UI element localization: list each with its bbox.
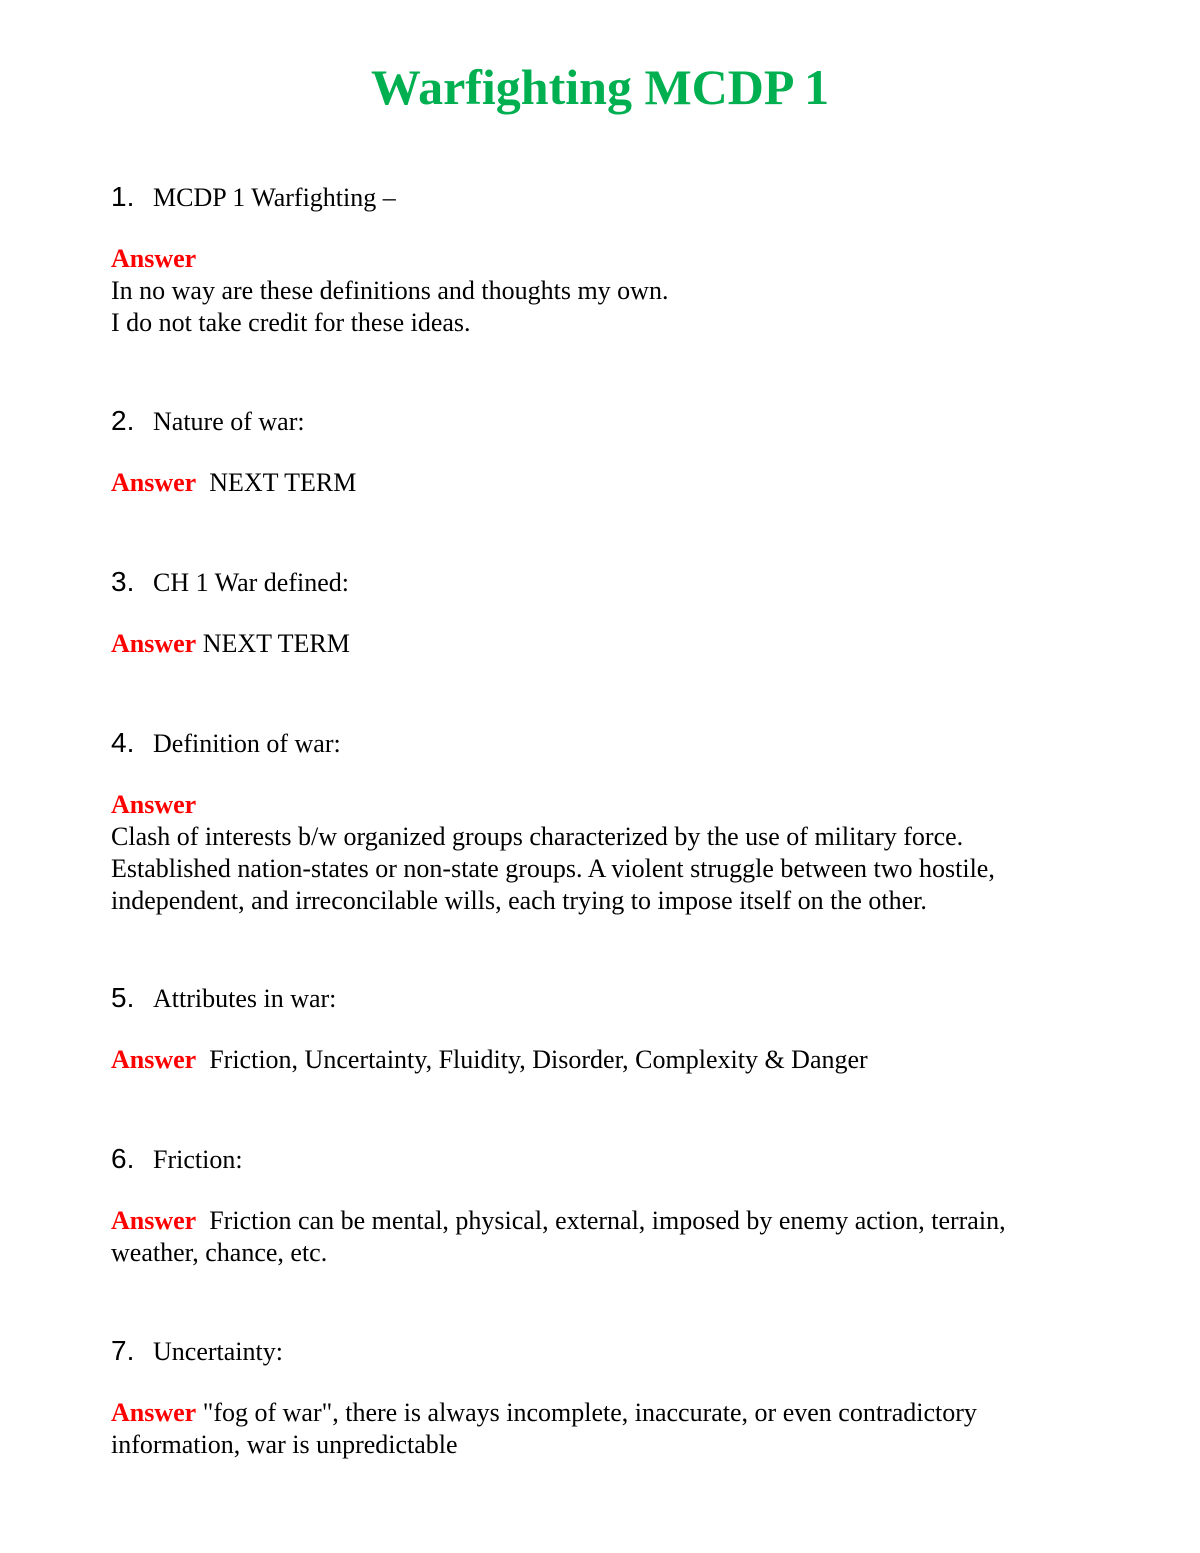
answer-line: information, war is unpredictable [111, 1430, 458, 1459]
answer [111, 467, 1111, 499]
qa-item-2 [111, 404, 1111, 499]
answer [111, 243, 1111, 339]
question-text: Nature of war: [153, 407, 305, 436]
question [111, 981, 1111, 1016]
qa-item-7 [111, 1334, 1111, 1461]
question-text: Friction: [153, 1145, 243, 1174]
question [111, 1334, 1111, 1369]
answer [111, 789, 1111, 917]
answer-label: Answer [111, 1206, 197, 1235]
question [111, 726, 1111, 761]
question-number: 2. [111, 405, 135, 436]
question-number: 4. [111, 727, 135, 758]
answer-line: Clash of interests b/w organized groups characterized by the use of military force. [111, 822, 964, 851]
qa-item-1 [111, 180, 1111, 339]
question-number: 5. [111, 982, 135, 1013]
answer-header-line [111, 1397, 1111, 1429]
answer-inline-text: Friction, Uncertainty, Fluidity, Disorder, Complexity & Danger [196, 1045, 868, 1074]
answer-line: Established nation-states or non-state groups. A violent struggle between two hostile, [111, 854, 995, 883]
question [111, 404, 1111, 439]
question-number: 1. [111, 181, 135, 212]
answer-label: Answer [111, 790, 197, 819]
qa-item-3 [111, 565, 1111, 660]
answer-inline-text: "fog of war", there is always incomplete, inaccurate, or even contradictory [196, 1398, 977, 1427]
question [111, 1142, 1111, 1177]
answer-header-line [111, 467, 1111, 499]
answer-inline-text: NEXT TERM [196, 468, 357, 497]
answer [111, 1205, 1111, 1269]
answer-label: Answer [111, 629, 197, 658]
answer-inline-text: Friction can be mental, physical, external, imposed by enemy action, terrain, [196, 1206, 1006, 1235]
answer-header-line [111, 243, 1111, 275]
answer [111, 1044, 1111, 1076]
qa-item-6 [111, 1142, 1111, 1269]
answer [111, 628, 1111, 660]
answer-header-line [111, 1205, 1111, 1237]
answer-line: weather, chance, etc. [111, 1238, 328, 1267]
answer-label: Answer [111, 244, 197, 273]
qa-item-4 [111, 726, 1111, 917]
question-text: CH 1 War defined: [153, 568, 349, 597]
answer-label: Answer [111, 1045, 197, 1074]
question-number: 6. [111, 1143, 135, 1174]
question-text: Uncertainty: [153, 1337, 283, 1366]
answer-line: In no way are these definitions and thoughts my own. [111, 276, 669, 305]
question-text: MCDP 1 Warfighting – [153, 183, 396, 212]
answer-label: Answer [111, 1398, 197, 1427]
answer [111, 1397, 1111, 1461]
answer-header-line [111, 1044, 1111, 1076]
question-text: Attributes in war: [153, 984, 337, 1013]
qa-item-5 [111, 981, 1111, 1076]
answer-label: Answer [111, 468, 197, 497]
question-text: Definition of war: [153, 729, 341, 758]
answer-line: I do not take credit for these ideas. [111, 308, 471, 337]
answer-header-line [111, 628, 1111, 660]
question-number: 3. [111, 566, 135, 597]
question [111, 180, 1111, 215]
answer-inline-text: NEXT TERM [196, 629, 350, 658]
answer-header-line [111, 789, 1111, 821]
question [111, 565, 1111, 600]
page-title: Warfighting MCDP 1 [370, 59, 830, 115]
answer-line: independent, and irreconcilable wills, each trying to impose itself on the other. [111, 886, 927, 915]
question-number: 7. [111, 1335, 135, 1366]
